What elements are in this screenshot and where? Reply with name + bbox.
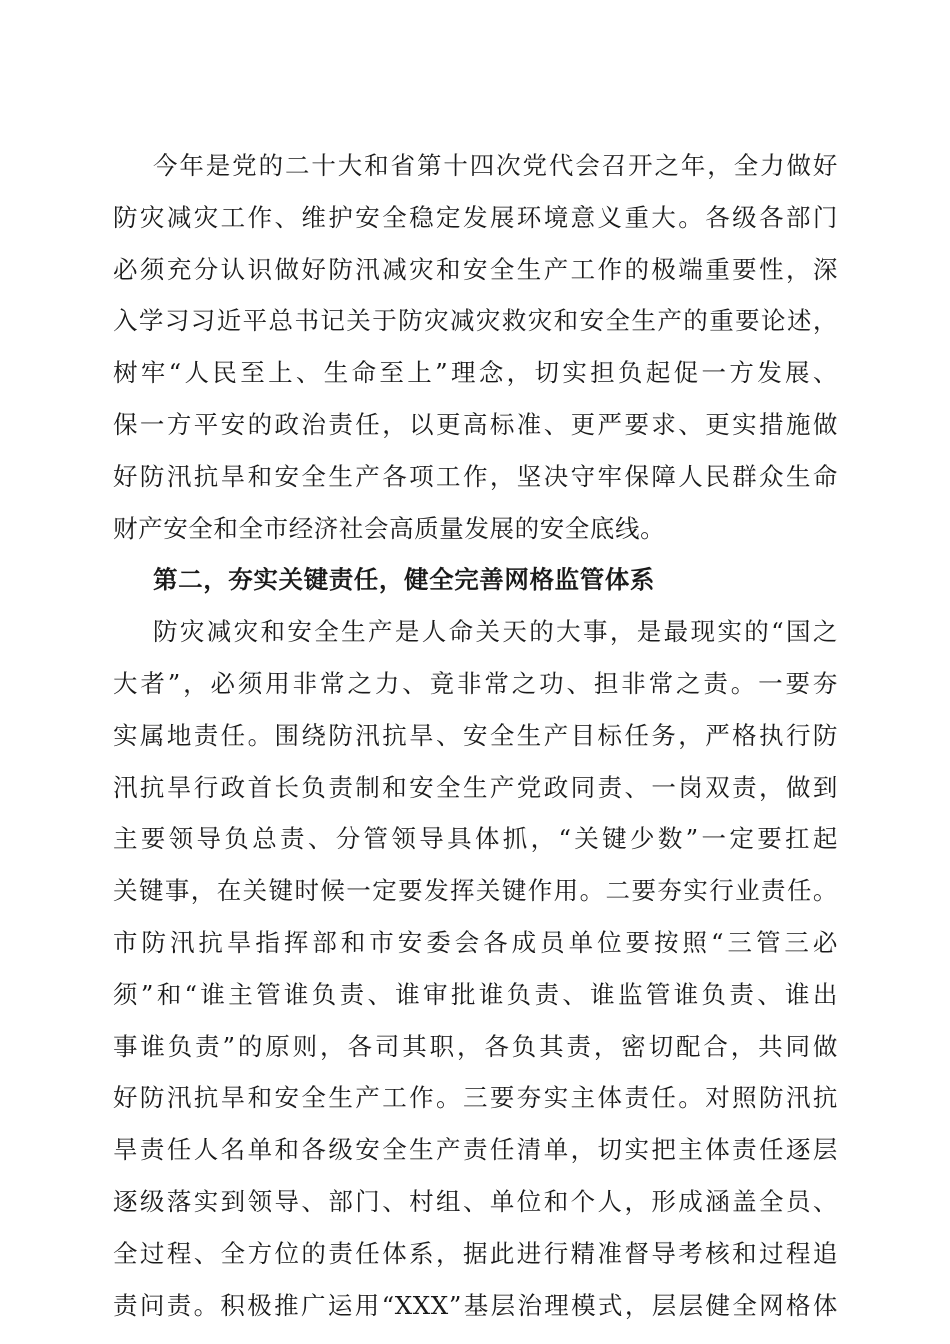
paragraph2-line: 事谁负责”的原则，各司其职，各负其责，密切配合，共同做: [113, 1031, 838, 1061]
paragraph2-line: 逐级落实到领导、部门、村组、单位和个人，形成涵盖全员、: [113, 1186, 838, 1216]
paragraph2-line: 汛抗旱行政首长负责制和安全生产党政同责、一岗双责，做到: [113, 772, 838, 802]
section-heading: 第二，夯实关键责任，健全完善网格监管体系: [153, 565, 655, 595]
paragraph2-line: 实属地责任。围绕防汛抗旱、安全生产目标任务，严格执行防: [113, 720, 838, 750]
paragraph2-line: 防灾减灾和安全生产是人命关天的大事，是最现实的“国之: [153, 617, 838, 647]
paragraph2-line: 主要领导负总责、分管领导具体抓，“关键少数”一定要扛起: [113, 824, 838, 854]
paragraph2-line: 关键事，在关键时候一定要发挥关键作用。二要夯实行业责任。: [113, 876, 838, 906]
paragraph2-line: 全过程、全方位的责任体系，据此进行精准督导考核和过程追: [113, 1238, 838, 1268]
paragraph1-line: 保一方平安的政治责任，以更高标准、更严要求、更实措施做: [113, 409, 838, 439]
paragraph2-line: 旱责任人名单和各级安全生产责任清单，切实把主体责任逐层: [113, 1135, 838, 1165]
paragraph2-line: 大者”，必须用非常之力、竟非常之功、担非常之责。一要夯: [113, 668, 838, 698]
paragraph1-line: 入学习习近平总书记关于防灾减灾救灾和安全生产的重要论述，: [113, 306, 838, 336]
paragraph2-line: 责问责。积极推广运用“XXX”基层治理模式，层层健全网格体: [113, 1290, 838, 1320]
paragraph1-line: 好防汛抗旱和安全生产各项工作，坚决守牢保障人民群众生命: [113, 461, 838, 491]
paragraph1-line: 必须充分认识做好防汛减灾和安全生产工作的极端重要性，深: [113, 254, 838, 284]
paragraph2-line: 须”和“谁主管谁负责、谁审批谁负责、谁监管谁负责、谁出: [113, 979, 838, 1009]
paragraph2-line: 市防汛抗旱指挥部和市安委会各成员单位要按照“三管三必: [113, 927, 838, 957]
document-body: [113, 140, 838, 1331]
paragraph1-line: 今年是党的二十大和省第十四次党代会召开之年，全力做好: [153, 151, 838, 180]
paragraph1-line: 树牢“人民至上、生命至上”理念，切实担负起促一方发展、: [113, 358, 838, 388]
paragraph1-line: 防灾减灾工作、维护安全稳定发展环境意义重大。各级各部门: [113, 202, 838, 232]
paragraph1-line: 财产安全和全市经济社会高质量发展的安全底线。: [113, 513, 666, 543]
paragraph2-line: 好防汛抗旱和安全生产工作。三要夯实主体责任。对照防汛抗: [113, 1083, 838, 1113]
